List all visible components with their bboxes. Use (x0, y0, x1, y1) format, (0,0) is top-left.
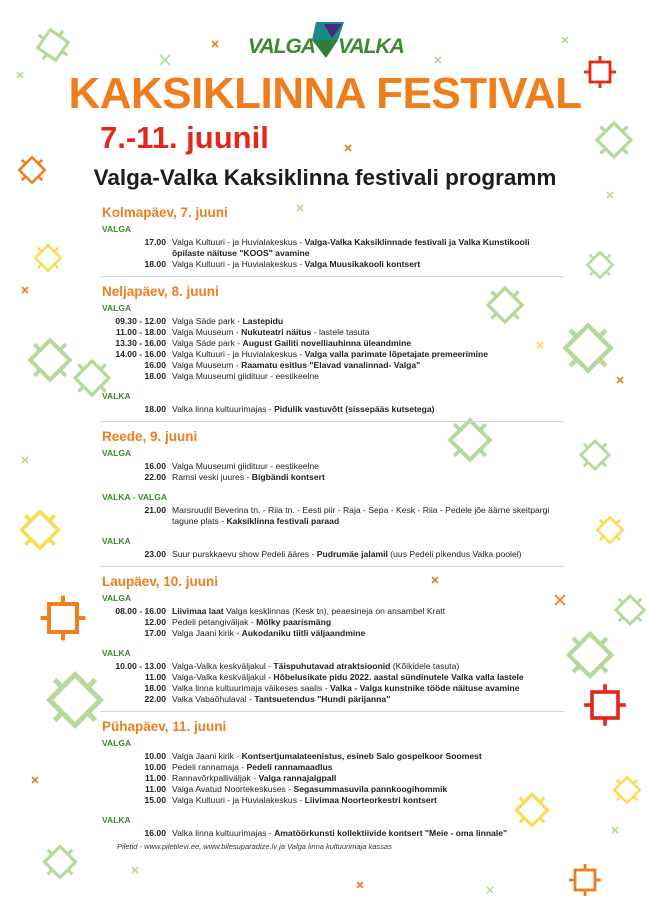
event-row (102, 349, 562, 360)
event-note: (Kõikidele tasuta) (390, 661, 460, 671)
event-title: Liivimaa laat (172, 606, 224, 616)
event-description (172, 371, 562, 382)
event-venue: Valga Jaani kirik - (172, 628, 242, 638)
event-description (172, 751, 562, 762)
tickets-footer: Piletid - www.piletilevi.ee, www.bilesuparadize.lv ja Valga linna kultuurimaja kassas (117, 842, 392, 851)
event-time: 22.00 (144, 472, 166, 482)
location-label: VALGA (102, 738, 132, 748)
event-row (102, 549, 562, 560)
event-row (102, 316, 562, 327)
event-row (102, 773, 562, 784)
event-venue: Valga Säde park - (172, 316, 243, 326)
event-title: Hõbelusikate pidu 2022. aastal sündinutele Valka valla lastele (273, 672, 524, 682)
event-venue: Valka linna kultuurimaja väikeses saalis - (172, 683, 330, 693)
event-venue: Valga Kultuuri - ja Huvialakeskus - (172, 259, 305, 269)
event-time: 09.30 - 12.00 (115, 316, 166, 326)
location-label: VALKA (102, 391, 131, 401)
day-heading: Laupäev, 10. juuni (102, 574, 219, 589)
event-venue: Ramsi veski juures - (172, 472, 252, 482)
event-title: Pudrumäe jalamil (316, 549, 388, 559)
event-title: Mölky paarismäng (256, 617, 332, 627)
event-row (102, 784, 562, 795)
event-description (172, 606, 562, 617)
event-note: (uus Pedeli pikendus Valka poolel) (387, 549, 522, 559)
event-description (172, 683, 562, 694)
event-description (172, 360, 562, 371)
event-time: 18.00 (144, 683, 166, 693)
day-divider (100, 711, 564, 712)
event-title: Bigbändi kontsert (251, 472, 325, 482)
event-row (102, 472, 562, 483)
event-time: 22.00 (144, 694, 166, 704)
event-row (102, 751, 562, 762)
event-row (102, 606, 562, 617)
day-heading: Neljapäev, 8. juuni (102, 284, 219, 299)
event-title: Segasummasuvila pannkoogihommik (293, 784, 448, 794)
event-title: August Gailiti novelliauhinna üleandmine (242, 338, 412, 348)
event-venue: Valga Säde park - (172, 338, 243, 348)
festival-dates: 7.-11. juunil (100, 120, 269, 155)
event-time: 18.00 (144, 259, 166, 269)
event-description (172, 349, 562, 360)
event-venue: Rannavõrkpalliväljak - (172, 773, 259, 783)
event-time: 11.00 - 18.00 (115, 327, 166, 337)
event-description (172, 505, 562, 527)
event-description (172, 549, 562, 560)
event-time: 13.30 - 16.00 (115, 338, 166, 348)
event-time: 10.00 (144, 762, 166, 772)
event-description (172, 472, 562, 483)
event-time: 12.00 (144, 617, 166, 627)
event-time: 17.00 (144, 237, 166, 247)
event-row (102, 617, 562, 628)
event-venue: Valga Muuseum - (172, 327, 242, 337)
location-label: VALKA (102, 648, 131, 658)
event-venue: Valga-Valka keskväljakul - (172, 661, 274, 671)
event-venue: Suur purskkaevu show Pedeli ääres - (172, 549, 317, 559)
event-time: 15.00 (144, 795, 166, 805)
event-row (102, 661, 562, 672)
event-title: Kontsertjumalateenistus, esineb Salo gospelkoor Soomest (241, 751, 482, 761)
event-title: Pidulik vastuvõtt (sissepääs kutsetega) (274, 404, 435, 414)
event-title: Valga valla parimate lõpetajate premeerimine (304, 349, 489, 359)
event-time: 21.00 (144, 505, 166, 515)
event-description (172, 762, 562, 773)
event-row (102, 505, 562, 527)
event-venue: Valga Muuseum - (172, 360, 242, 370)
event-title: Valga Muusikakooli kontsert (304, 259, 421, 269)
event-title: Aukodaniku tiitli väljaandmine (241, 628, 366, 638)
location-label: VALGA (102, 224, 132, 234)
event-time: 08.00 - 16.00 (115, 606, 166, 616)
event-venue: Valka Vabaõhulaval - (172, 694, 255, 704)
event-row (102, 461, 562, 472)
event-time: 16.00 (144, 828, 166, 838)
event-venue: Pedeli petangiväljak - (172, 617, 257, 627)
day-heading: Reede, 9. juuni (102, 429, 198, 444)
event-venue: Valga Kultuuri - ja Huvialakeskus - (172, 237, 305, 247)
logo-valga-text: VALGA (248, 35, 315, 58)
event-time: 18.00 (144, 371, 166, 381)
day-divider (100, 276, 564, 277)
event-description (172, 773, 562, 784)
event-row (102, 683, 562, 694)
event-venue: Marsruudil Beverina tn. - Riia tn. - Eesti piir - Raja - Sepa - Kesk - Riia - Pedele jõe äärne skeitpargi tagune plats - (172, 505, 550, 526)
event-description (172, 694, 562, 705)
event-row (102, 628, 562, 639)
event-row (102, 672, 562, 683)
event-row (102, 327, 562, 338)
event-venue: Valga Muuseumi giidituur - eestikeelne (172, 371, 319, 381)
event-description (172, 661, 562, 672)
event-note: - lastele tasuta (311, 327, 370, 337)
location-label: VALGA (102, 448, 132, 458)
event-time: 18.00 (144, 404, 166, 414)
event-time: 11.00 (144, 773, 166, 783)
location-label: VALKA (102, 815, 131, 825)
event-row (102, 360, 562, 371)
event-description (172, 461, 562, 472)
event-description (172, 404, 562, 415)
program-schedule (102, 205, 562, 839)
event-description (172, 628, 562, 639)
event-title: Valga rannajalgpall (258, 773, 337, 783)
event-title: Nukuteatri näitus (241, 327, 312, 337)
day-divider (100, 421, 564, 422)
event-description (172, 338, 562, 349)
event-description (172, 327, 562, 338)
event-time: 14.00 - 16.00 (115, 349, 166, 359)
event-time: 10.00 (144, 751, 166, 761)
event-title: Tantsuetendus "Hundi pärijanna" (254, 694, 391, 704)
event-row (102, 762, 562, 773)
event-time: 23.00 (144, 549, 166, 559)
event-time: 16.00 (144, 461, 166, 471)
event-description (172, 795, 562, 806)
event-title: Liivimaa Noorteorkestri kontsert (304, 795, 437, 805)
event-venue: Valga Muuseumi giidituur - eestikeelne (172, 461, 319, 471)
event-row (102, 795, 562, 806)
day-heading: Kolmapäev, 7. juuni (102, 205, 228, 220)
day-divider (100, 566, 564, 567)
event-row (102, 694, 562, 705)
logo-valka-text: VALKA (338, 35, 404, 58)
location-label: VALKA - VALGA (102, 492, 168, 502)
event-description (172, 316, 562, 327)
event-row (102, 237, 562, 259)
day-heading: Pühapäev, 11. juuni (102, 719, 227, 734)
event-venue: Valga-Valka keskväljakul - (172, 672, 274, 682)
location-label: VALGA (102, 303, 132, 313)
event-venue: Valka linna kultuurimajas - (172, 828, 275, 838)
event-venue: Valga Avatud Noortekeskuses - (172, 784, 294, 794)
event-title: Raamatu esitlus "Elavad vanalinnad- Valga" (241, 360, 421, 370)
event-time: 17.00 (144, 628, 166, 638)
event-description (172, 259, 562, 270)
event-time: 16.00 (144, 360, 166, 370)
location-label: VALKA (102, 536, 131, 546)
event-time: 11.00 (144, 672, 166, 682)
event-venue: Valga Kultuuri - ja Huvialakeskus - (172, 795, 305, 805)
valga-valka-logo (246, 18, 406, 62)
event-title: Amatöörkunsti kollektiivide kontsert "Meie - oma linnale" (274, 828, 508, 838)
event-venue: Valga Kultuuri - ja Huvialakeskus - (172, 349, 305, 359)
event-description (172, 617, 562, 628)
event-row (102, 338, 562, 349)
event-title: Lastepidu (242, 316, 284, 326)
event-time: 11.00 (144, 784, 166, 794)
event-title: Valka - Valga kunstnike tööde näituse avamine (329, 683, 520, 693)
event-row (102, 259, 562, 270)
event-note: Valga kesklinnas (Kesk tn), peaesineja on ansambel Kratt (223, 606, 446, 616)
event-description (172, 784, 562, 795)
event-venue: Pedeli rannamaja - (172, 762, 247, 772)
event-description (172, 237, 562, 259)
event-row (102, 404, 562, 415)
event-time: 10.00 - 13.00 (115, 661, 166, 671)
program-subtitle: Valga-Valka Kaksiklinna festivali programm (93, 165, 557, 190)
event-description (172, 828, 562, 839)
location-label: VALGA (102, 593, 132, 603)
festival-title: KAKSIKLINNA FESTIVAL (68, 69, 582, 118)
event-venue: Valga Jaani kirik - (172, 751, 242, 761)
event-row (102, 828, 562, 839)
event-title: Pedeli rannamaadlus (246, 762, 333, 772)
event-title: Täispuhutavad atraktsioonid (273, 661, 391, 671)
event-title: Valga-Valka Kaksiklinnade festivali ja Valka Kunstikooli õpilaste näituse "KOOS" avamine (172, 237, 530, 258)
event-venue: Valka linna kultuurimajas - (172, 404, 275, 414)
event-row (102, 371, 562, 382)
event-title: Kaksiklinna festivali paraad (226, 516, 340, 526)
event-description (172, 672, 562, 683)
